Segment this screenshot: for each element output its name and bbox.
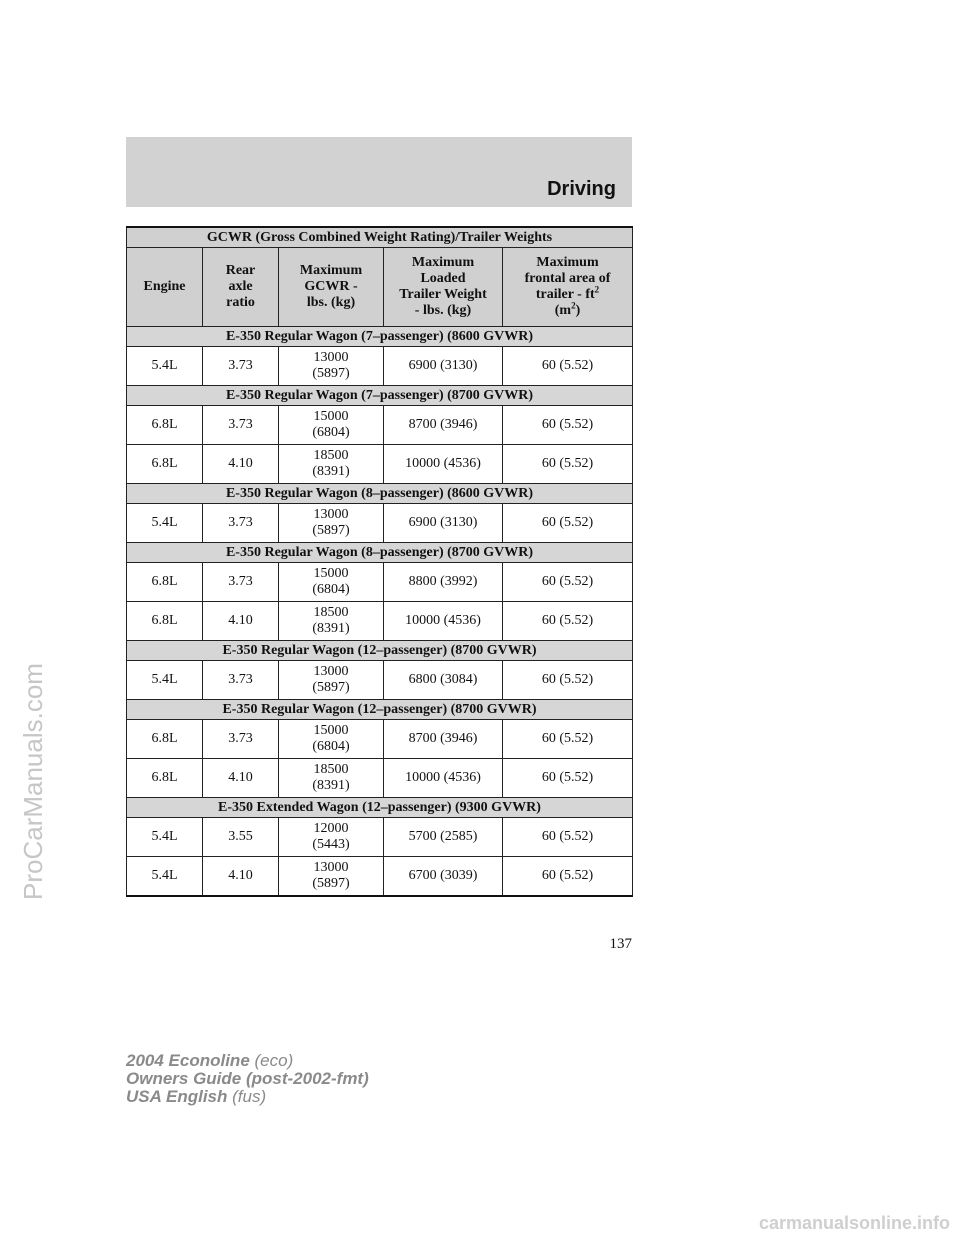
cell-ratio: 4.10 bbox=[203, 857, 279, 897]
cell-ratio: 3.73 bbox=[203, 661, 279, 700]
cell-gcwr bbox=[279, 504, 384, 543]
group-row bbox=[127, 327, 633, 347]
gcwr-kg: (6804) bbox=[312, 739, 350, 754]
cell-frontal-area: 60 (5.52) bbox=[503, 347, 633, 386]
cell-frontal-area: 60 (5.52) bbox=[503, 818, 633, 857]
cell-gcwr bbox=[279, 445, 384, 484]
table-row bbox=[127, 759, 633, 798]
cell-ratio: 4.10 bbox=[203, 602, 279, 641]
gcwr-kg: (6804) bbox=[312, 582, 350, 597]
cell-trailer-weight: 5700 (2585) bbox=[384, 818, 503, 857]
group-label: E-350 Regular Wagon (12–passenger) (8700 GVWR) bbox=[127, 641, 633, 661]
cell-gcwr bbox=[279, 602, 384, 641]
cell-trailer-weight: 8700 (3946) bbox=[384, 406, 503, 445]
cell-gcwr bbox=[279, 406, 384, 445]
cell-gcwr bbox=[279, 661, 384, 700]
cell-ratio: 3.73 bbox=[203, 504, 279, 543]
table-row bbox=[127, 563, 633, 602]
gcwr-lbs: 15000 bbox=[313, 409, 349, 424]
cell-frontal-area: 60 (5.52) bbox=[503, 661, 633, 700]
gcwr-lbs: 18500 bbox=[313, 762, 349, 777]
cell-trailer-weight: 8700 (3946) bbox=[384, 720, 503, 759]
group-row bbox=[127, 641, 633, 661]
cell-frontal-area: 60 (5.52) bbox=[503, 857, 633, 897]
gcwr-lbs: 13000 bbox=[313, 664, 349, 679]
section-title: Driving bbox=[547, 178, 616, 200]
gcwr-kg: (5897) bbox=[312, 680, 350, 695]
gcwr-kg: (5897) bbox=[312, 876, 350, 891]
cell-frontal-area: 60 (5.52) bbox=[503, 445, 633, 484]
cell-trailer-weight: 6900 (3130) bbox=[384, 504, 503, 543]
group-label: E-350 Regular Wagon (8–passenger) (8700 GVWR) bbox=[127, 543, 633, 563]
cell-engine: 5.4L bbox=[127, 818, 203, 857]
cell-engine: 6.8L bbox=[127, 759, 203, 798]
cell-ratio: 3.55 bbox=[203, 818, 279, 857]
gcwr-kg: (5897) bbox=[312, 366, 350, 381]
cell-ratio: 4.10 bbox=[203, 445, 279, 484]
gcwr-lbs: 13000 bbox=[313, 507, 349, 522]
gcwr-lbs: 18500 bbox=[313, 605, 349, 620]
group-row bbox=[127, 543, 633, 563]
gcwr-kg: (8391) bbox=[312, 464, 350, 479]
gcwr-table bbox=[126, 226, 633, 897]
col-header-max-frontal-area: Maximum frontal area of trailer - $ft^2$ $(m^2)$ bbox=[503, 248, 633, 327]
cell-ratio: 3.73 bbox=[203, 563, 279, 602]
cell-gcwr bbox=[279, 818, 384, 857]
cell-gcwr bbox=[279, 563, 384, 602]
cell-frontal-area: 60 (5.52) bbox=[503, 504, 633, 543]
cell-engine: 5.4L bbox=[127, 504, 203, 543]
cell-trailer-weight: 6700 (3039) bbox=[384, 857, 503, 897]
table-title: GCWR (Gross Combined Weight Rating)/Trailer Weights bbox=[127, 227, 633, 248]
cell-frontal-area: 60 (5.52) bbox=[503, 406, 633, 445]
table-row bbox=[127, 602, 633, 641]
cell-engine: 6.8L bbox=[127, 445, 203, 484]
cell-frontal-area: 60 (5.52) bbox=[503, 759, 633, 798]
document-footer bbox=[126, 1052, 369, 1106]
gcwr-kg: (8391) bbox=[312, 621, 350, 636]
gcwr-lbs: 18500 bbox=[313, 448, 349, 463]
group-label: E-350 Regular Wagon (7–passenger) (8700 GVWR) bbox=[127, 386, 633, 406]
cell-ratio: 4.10 bbox=[203, 759, 279, 798]
cell-ratio: 3.73 bbox=[203, 347, 279, 386]
group-label: E-350 Regular Wagon (8–passenger) (8600 GVWR) bbox=[127, 484, 633, 504]
group-row bbox=[127, 386, 633, 406]
table-row bbox=[127, 857, 633, 897]
side-watermark: ProCarManuals.com bbox=[18, 663, 48, 900]
section-header-band bbox=[126, 137, 632, 207]
cell-engine: 5.4L bbox=[127, 857, 203, 897]
group-row bbox=[127, 798, 633, 818]
page-number: 137 bbox=[609, 936, 632, 952]
footer-language-code: (fus) bbox=[232, 1087, 267, 1106]
gcwr-kg: (5897) bbox=[312, 523, 350, 538]
group-label: E-350 Regular Wagon (12–passenger) (8700 GVWR) bbox=[127, 700, 633, 720]
cell-frontal-area: 60 (5.52) bbox=[503, 602, 633, 641]
bottom-watermark: carmanualsonline.info bbox=[758, 1213, 950, 1233]
group-label: E-350 Regular Wagon (7–passenger) (8600 GVWR) bbox=[127, 327, 633, 347]
footer-guide: Owners Guide (post-2002-fmt) bbox=[126, 1069, 369, 1088]
gcwr-kg: (8391) bbox=[312, 778, 350, 793]
cell-trailer-weight: 10000 (4536) bbox=[384, 445, 503, 484]
cell-gcwr bbox=[279, 720, 384, 759]
cell-gcwr bbox=[279, 759, 384, 798]
gcwr-lbs: 13000 bbox=[313, 860, 349, 875]
col-header-rear-axle-ratio: Rear axle ratio bbox=[203, 248, 279, 327]
cell-trailer-weight: 6900 (3130) bbox=[384, 347, 503, 386]
cell-trailer-weight: 10000 (4536) bbox=[384, 759, 503, 798]
cell-frontal-area: 60 (5.52) bbox=[503, 563, 633, 602]
group-row bbox=[127, 700, 633, 720]
group-label: E-350 Extended Wagon (12–passenger) (9300 GVWR) bbox=[127, 798, 633, 818]
footer-model: 2004 Econoline bbox=[126, 1051, 250, 1070]
col-header-max-loaded-trailer: Maximum Loaded Trailer Weight - lbs. (kg) bbox=[384, 248, 503, 327]
footer-model-code: (eco) bbox=[254, 1051, 294, 1070]
cell-trailer-weight: 10000 (4536) bbox=[384, 602, 503, 641]
cell-gcwr bbox=[279, 857, 384, 897]
cell-engine: 5.4L bbox=[127, 347, 203, 386]
table-row bbox=[127, 818, 633, 857]
cell-trailer-weight: 6800 (3084) bbox=[384, 661, 503, 700]
gcwr-kg: (5443) bbox=[312, 837, 350, 852]
cell-engine: 6.8L bbox=[127, 720, 203, 759]
col-header-engine: Engine bbox=[127, 248, 203, 327]
gcwr-lbs: 12000 bbox=[313, 821, 349, 836]
table-row bbox=[127, 720, 633, 759]
gcwr-kg: (6804) bbox=[312, 425, 350, 440]
cell-engine: 6.8L bbox=[127, 602, 203, 641]
table-row bbox=[127, 504, 633, 543]
footer-language: USA English bbox=[126, 1087, 228, 1106]
cell-engine: 6.8L bbox=[127, 563, 203, 602]
table-row bbox=[127, 406, 633, 445]
table-row bbox=[127, 445, 633, 484]
cell-engine: 6.8L bbox=[127, 406, 203, 445]
cell-frontal-area: 60 (5.52) bbox=[503, 720, 633, 759]
cell-ratio: 3.73 bbox=[203, 720, 279, 759]
gcwr-lbs: 13000 bbox=[313, 350, 349, 365]
cell-gcwr bbox=[279, 347, 384, 386]
cell-engine: 5.4L bbox=[127, 661, 203, 700]
col-header-max-gcwr: Maximum GCWR - lbs. (kg) bbox=[279, 248, 384, 327]
table-row bbox=[127, 661, 633, 700]
gcwr-lbs: 15000 bbox=[313, 723, 349, 738]
gcwr-lbs: 15000 bbox=[313, 566, 349, 581]
group-row bbox=[127, 484, 633, 504]
cell-ratio: 3.73 bbox=[203, 406, 279, 445]
table-row bbox=[127, 347, 633, 386]
cell-trailer-weight: 8800 (3992) bbox=[384, 563, 503, 602]
